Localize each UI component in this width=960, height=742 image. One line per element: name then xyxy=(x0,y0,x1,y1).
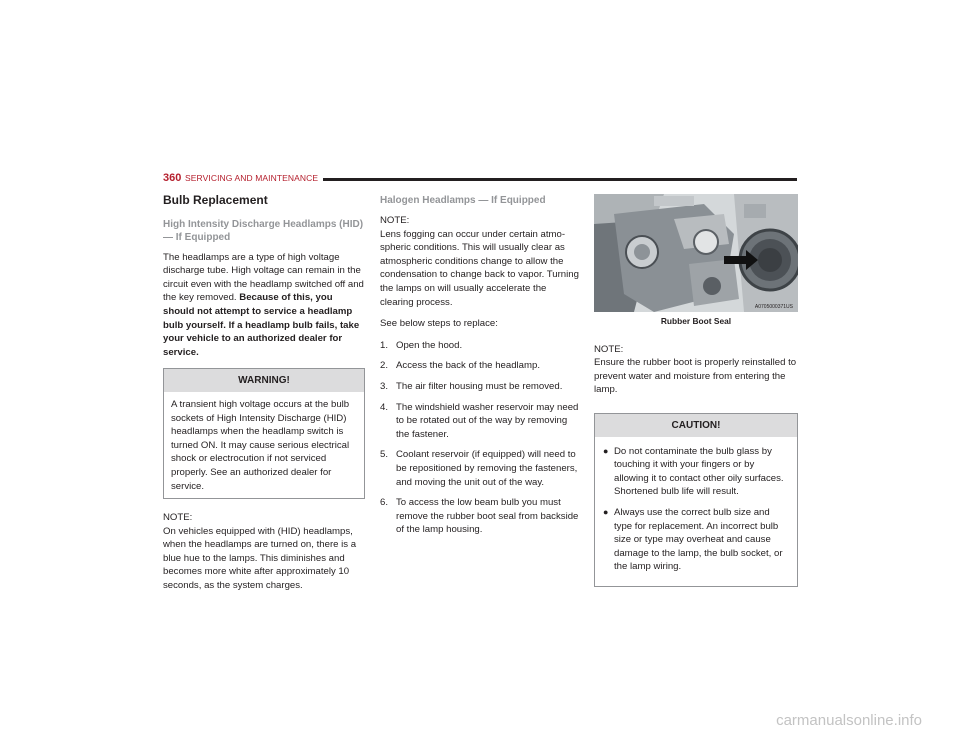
image-code: A0705000371US xyxy=(754,304,793,310)
step-text: To access the low beam bulb you must remove the rubber boot seal from backside of the lamp housing. xyxy=(396,497,579,536)
step-text: The air filter housing must be removed. xyxy=(396,380,563,392)
step-item xyxy=(380,339,580,353)
step-text: Coolant reservoir (if equipped) will need to be repositioned by removing the fasteners, and moving the unit out of the way. xyxy=(396,449,578,488)
headlamp-photo xyxy=(594,194,798,312)
hid-subheading: High Intensity Discharge Headlamps (HID) — If Equipped xyxy=(163,218,364,243)
hid-paragraph-bold: Because of this, you should not attempt to service a headlamp bulb yourself. If a headlamp bulb fails, take your vehicle to an authorized dealer for service. xyxy=(163,292,360,358)
step-number: 3. xyxy=(380,380,389,392)
column-middle xyxy=(380,194,580,544)
warning-text: A transient high voltage occurs at the bulb sockets of High Intensity Discharge (HID) headlamps when the headlamp switch is turned ON. It may cause serious electrical shock or electrocution if not serviced properly. See an authorized dealer for service. xyxy=(171,398,350,492)
caution-body xyxy=(595,437,797,586)
watermark: carmanualsonline.info xyxy=(776,712,922,729)
step-item xyxy=(380,496,580,537)
hid-note xyxy=(163,511,365,593)
hid-paragraph-text: The headlamps are a type of high voltage discharge tube. High voltage can remain in the circuit even with the headlamp switched off and the key removed. xyxy=(163,251,364,304)
caution-heading: CAUTION! xyxy=(595,414,797,437)
step-item xyxy=(380,359,580,373)
caution-text: Do not contaminate the bulb glass by touching it with your fingers or by allowing it to contact other oily surfaces. Shortened bulb life will result. xyxy=(614,445,784,498)
column-right xyxy=(594,194,798,599)
note-label: NOTE: xyxy=(594,343,624,355)
page-title: Bulb Replacement xyxy=(163,193,268,207)
bullet-icon: ● xyxy=(603,506,609,517)
step-item xyxy=(380,380,580,394)
step-text: Access the back of the headlamp. xyxy=(396,360,540,372)
hid-paragraph xyxy=(163,251,365,360)
section-title: SERVICING AND MAINTENANCE xyxy=(185,173,319,183)
step-item xyxy=(380,401,580,442)
halogen-subheading: Halogen Headlamps — If Equipped xyxy=(380,195,546,206)
caution-list xyxy=(602,445,790,574)
caution-item xyxy=(602,506,790,574)
step-number: 1. xyxy=(380,339,389,351)
rubber-boot-note xyxy=(594,343,798,397)
warning-box xyxy=(163,368,365,499)
step-text: The windshield washer reservoir may need to be rotated out of the way by removing the fastener. xyxy=(396,401,579,440)
step-text: Open the hood. xyxy=(396,339,463,351)
page-number: 360 xyxy=(163,172,182,184)
step-number: 6. xyxy=(380,497,389,509)
warning-heading: WARNING! xyxy=(164,369,364,392)
note-label: NOTE: xyxy=(380,215,410,226)
step-number: 4. xyxy=(380,401,389,413)
column-left xyxy=(163,194,365,601)
note-text: On vehicles equipped with (HID) headlamps, when the headlamps are turned on, there is a blue hue to the lamps. This diminishes and becomes more white after approximately 10 seconds, as the system charges. xyxy=(163,525,357,592)
page-header xyxy=(163,172,797,186)
caution-item xyxy=(602,445,790,499)
step-number: 2. xyxy=(380,360,389,372)
steps-list xyxy=(380,339,580,537)
steps-intro: See below steps to replace: xyxy=(380,318,498,330)
caution-box xyxy=(594,413,798,587)
step-number: 5. xyxy=(380,449,389,461)
bullet-icon: ● xyxy=(603,445,609,456)
header-rule xyxy=(323,178,797,181)
note-text: Ensure the rubber boot is properly reinstalled to prevent water and moisture from entering the lamp. xyxy=(594,357,797,396)
step-item xyxy=(380,448,580,489)
photo-caption: Rubber Boot Seal xyxy=(660,316,732,326)
note-text: Lens fogging can occur under certain atmospheric conditions. This will usually clear as atmospheric conditions change to allow the condensation to change back to vapor. Turning the lamps on will usually accelerate the clearing process. xyxy=(380,228,579,308)
caution-text: Always use the correct bulb size and type for replacement. An incorrect bulb size or type may overheat and cause damage to the lamp, the bulb socket, or the lamp wiring. xyxy=(614,506,783,573)
note-label: NOTE: xyxy=(163,512,193,524)
halogen-note xyxy=(380,214,580,309)
